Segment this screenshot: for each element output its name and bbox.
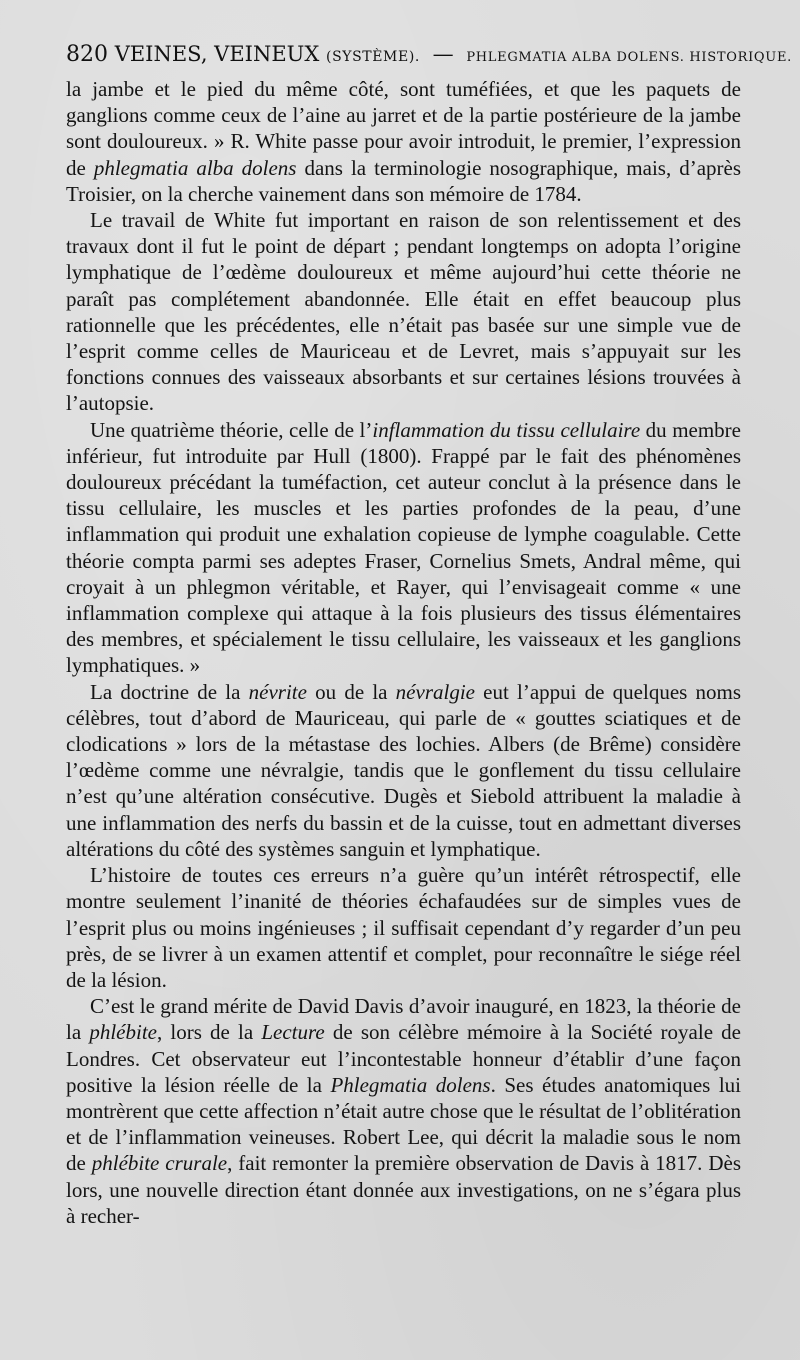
text-run: , lors de la — [156, 1020, 262, 1045]
text-run: L’histoire de toutes ces erreurs n’a guère qu’un intérêt rétrospectif, elle montre seulement l’inanité de théories échafaudées sur de simples vues de l’esprit plus ou moins ingénieuses ; il suffisait cependant d’y regarder d’un peu près, de se livrer à un examen attentif et complet, pour reconnaître le siége réel de la lésion. — [66, 863, 741, 992]
paragraph — [66, 679, 741, 862]
text-run: la jambe et le pied du même côté, sont tuméfiées, et que les paquets de ganglions comme ceux de l’aine au jarret et de la partie postérieure de la jambe sont douloureux. » R. White passe pour avoir introduit, le premier, l’expression de — [66, 77, 741, 180]
header-title-paren: (SYSTÈME). — [326, 49, 420, 65]
text-run: . Ses études anatomiques lui montrèrent que cette affection n’était autre chose que le résultat de l’oblitération et de l’inflammation veineuses. Robert Lee, qui décrit la maladie sous le nom de — [66, 1072, 741, 1176]
paragraph — [66, 76, 741, 207]
text-run: , fait remonter la première observation de Davis à 1817. Dès lors, une nouvelle direction étant donnée aux investigations, on ne s’égara plus à recher- — [66, 1151, 741, 1228]
paragraph — [66, 993, 741, 1229]
italic-text: phlegmatia alba dolens — [93, 155, 297, 180]
italic-text: inflammation du tissu cellulaire — [372, 417, 641, 442]
italic-text: névrite — [248, 679, 307, 704]
text-run: C’est le grand mérite de David Davis d’avoir inauguré, en 1823, la théorie de la — [66, 994, 741, 1045]
italic-text: névralgie — [395, 679, 475, 704]
text-run: dans la terminologie nosographique, mais, d’après Troisier, on la cherche vainement dans son mémoire de 1784. — [66, 155, 742, 206]
text-run: Le travail de White fut important en raison de son relentissement et des travaux dont il fut le point de départ ; pendant longtemps on adopta l’origine lymphatique de l’œdème douloureux et même aujourd’hui cette théorie ne paraît pas complétement abandonnée. Elle était en effet beaucoup plus rationnelle que les précédentes, elle n’était pas basée sur une simple vue de l’esprit comme celles de Mauriceau et de Levret, mais s’appuyait sur les fonctions connues des vaisseaux absorbants et sur certaines lésions trouvées à l’autopsie. — [66, 208, 741, 416]
italic-text: Lecture — [261, 1020, 325, 1045]
header-subtitle: PHLEGMATIA ALBA DOLENS. HISTORIQUE. — [466, 50, 792, 65]
text-run: La doctrine de la — [90, 679, 249, 704]
text-run: de son célèbre mémoire à la Société royale de Londres. Cet observateur eut l’incontestable honneur d’établir d’une façon positive la lésion réelle de la — [66, 1020, 741, 1097]
paragraph — [66, 862, 741, 993]
text-run: ou de la — [306, 679, 396, 704]
body-text — [66, 76, 741, 1229]
header-dash: — — [432, 42, 454, 66]
italic-text: phlébite — [89, 1020, 157, 1045]
text-run: eut l’appui de quelques noms célèbres, tout d’abord de Mauriceau, qui parle de « gouttes sciatiques et de clodications » lors de la métastase des lochies. Albers (de Brême) considère l’œdème comme une névralgie, tandis que le gonflement du tissu cellulaire n’est qu’une altération consécutive. Dugès et Siebold attribuent la maladie à une inflammation des nerfs du bassin et de la cuisse, tout en admettant diverses altérations du côté des systèmes sanguin et lymphatique. — [66, 679, 741, 861]
text-run: du membre inférieur, fut introduite par Hull (1800). Frappé par le fait des phénomènes douloureux précédant la tuméfaction, cet auteur conclut à la présence dans le tissu cellulaire, les muscles et les parties profondes de la peau, d’une inflammation qui produit une exhalation copieuse de lymphe coagulable. Cette théorie compta parmi ses adeptes Fraser, Cornelius Smets, Andral même, qui croyait à un phlegmon véritable, et Rayer, qui l’envisageait comme « une inflammation complexe qui attaque à la fois plusieurs des tissus élémentaires des membres, et spécialement le tissu cellulaire, les vaisseaux et les ganglions lymphatiques. » — [66, 417, 741, 678]
italic-text: Phlegmatia dolens — [330, 1072, 491, 1097]
header-title: VEINES, VEINEUX — [114, 42, 320, 66]
paragraph — [66, 417, 741, 679]
italic-text: phlébite crurale — [91, 1151, 228, 1176]
paragraph — [66, 207, 741, 417]
running-header — [66, 40, 792, 72]
page-number: 820 — [66, 42, 108, 67]
text-run: Une quatrième théorie, celle de l’ — [90, 417, 373, 442]
